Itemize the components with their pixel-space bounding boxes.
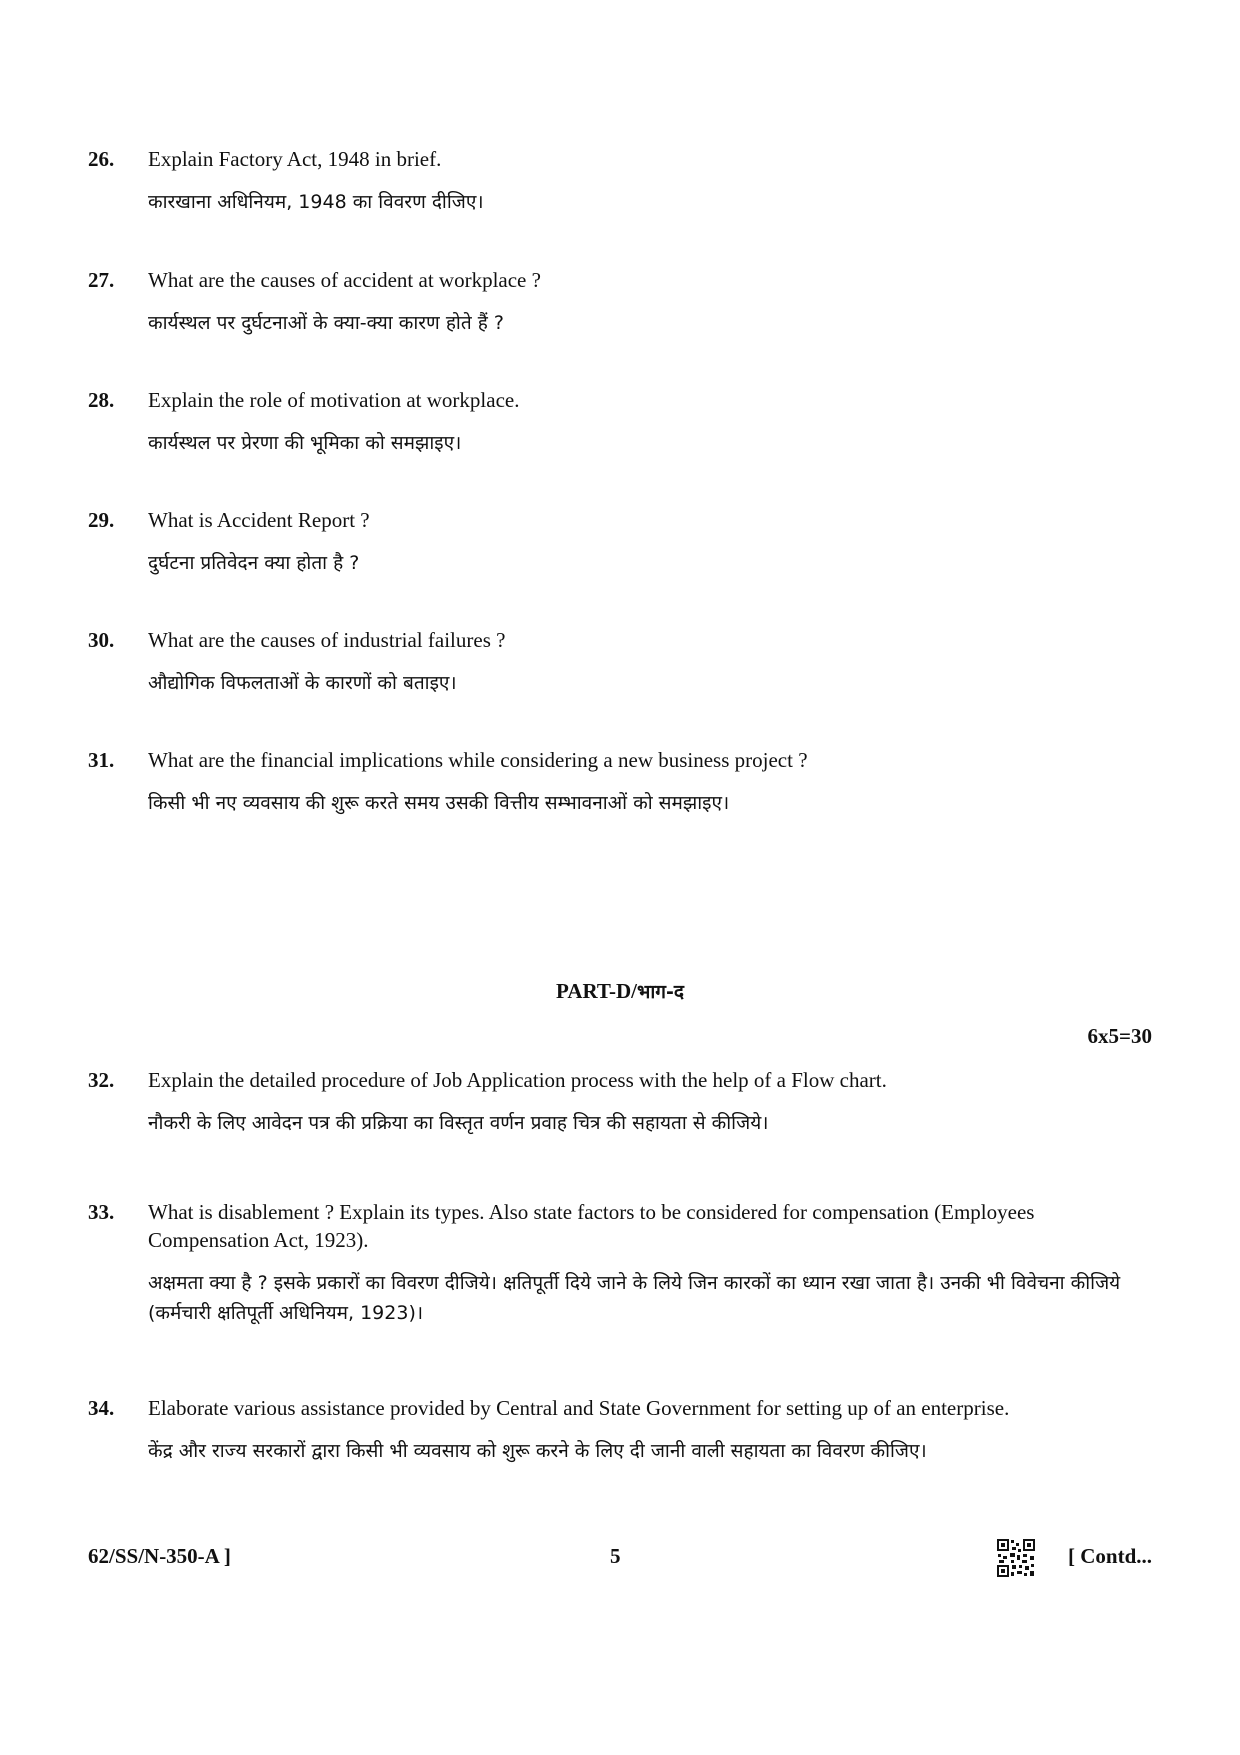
question-text-hindi: दुर्घटना प्रतिवेदन क्या होता है ?: [148, 552, 360, 574]
part-d-heading: [0, 978, 1240, 1004]
question-number: 32.: [88, 1068, 115, 1092]
question-text-english: What are the causes of accident at workplace ?: [148, 268, 541, 292]
question-number: 30.: [88, 628, 115, 652]
question-text-hindi: कारखाना अधिनियम, 1948 का विवरण दीजिए।: [148, 191, 484, 213]
question-text-english: Elaborate various assistance provided by Central and State Government for setting up of an enterprise.: [148, 1396, 1010, 1420]
question-30: [88, 626, 1148, 698]
question-number: 29.: [88, 508, 115, 532]
question-32: [88, 1066, 1148, 1138]
question-33: [88, 1198, 1148, 1328]
question-text-hindi: कार्यस्थल पर प्रेरणा की भूमिका को समझाइए।: [148, 432, 462, 454]
question-number: 27.: [88, 268, 115, 292]
marks-distribution: 6x5=30: [1087, 1024, 1152, 1048]
continued-label: [ Contd...: [1067, 1544, 1152, 1568]
question-text-hindi: कार्यस्थल पर दुर्घटनाओं के क्या-क्या कारण होते हैं ?: [148, 312, 504, 334]
question-number: 31.: [88, 748, 115, 772]
question-text-english: What is Accident Report ?: [148, 508, 370, 532]
question-number: 34.: [88, 1396, 115, 1420]
part-d-heading-english: PART-D/: [556, 979, 637, 1003]
question-31: [88, 746, 1148, 818]
question-34: [88, 1394, 1148, 1466]
question-text-english: Explain the detailed procedure of Job Application process with the help of a Flow chart.: [148, 1068, 887, 1092]
question-29: [88, 506, 1148, 578]
question-27: [88, 266, 1148, 338]
question-text-hindi: केंद्र और राज्य सरकारों द्वारा किसी भी व्यवसाय को शुरू करने के लिए दी जानी वाली सहायता का विवरण कीजिए।: [148, 1440, 927, 1462]
question-text-hindi: नौकरी के लिए आवेदन पत्र की प्रक्रिया का विस्तृत वर्णन प्रवाह चित्र की सहायता से कीजिये।: [148, 1112, 769, 1134]
question-text-hindi: औद्योगिक विफलताओं के कारणों को बताइए।: [148, 672, 457, 694]
question-text-hindi: अक्षमता क्या है ? इसके प्रकारों का विवरण दीजिये। क्षतिपूर्ती दिये जाने के लिये जिन कारकों का ध्यान रखा जाता है। उनकी भी विवेचना कीजिये (कर्मचारी क्षतिपूर्ती अधिनियम, 1923)।: [148, 1272, 1121, 1324]
question-number: 26.: [88, 147, 115, 171]
page-number: 5: [610, 1544, 621, 1568]
question-26: [88, 145, 1148, 217]
paper-code: 62/SS/N-350-A ]: [88, 1544, 231, 1568]
page-footer: [88, 1538, 1152, 1578]
question-text-english: What are the financial implications while considering a new business project ?: [148, 748, 808, 772]
question-28: [88, 386, 1148, 458]
question-text-hindi: किसी भी नए व्यवसाय की शुरू करते समय उसकी वित्तीय सम्भावनाओं को समझाइए।: [148, 792, 730, 814]
question-text-english: What is disablement ? Explain its types. Also state factors to be considered for compensation (Employees Compensation Act, 1923).: [148, 1200, 1035, 1252]
question-text-english: What are the causes of industrial failures ?: [148, 628, 506, 652]
question-number: 33.: [88, 1200, 115, 1224]
question-text-english: Explain the role of motivation at workplace.: [148, 388, 520, 412]
part-d-heading-hindi: भाग-द: [636, 981, 684, 1003]
question-number: 28.: [88, 388, 115, 412]
qr-code-icon: [996, 1538, 1036, 1578]
question-text-english: Explain Factory Act, 1948 in brief.: [148, 147, 442, 171]
